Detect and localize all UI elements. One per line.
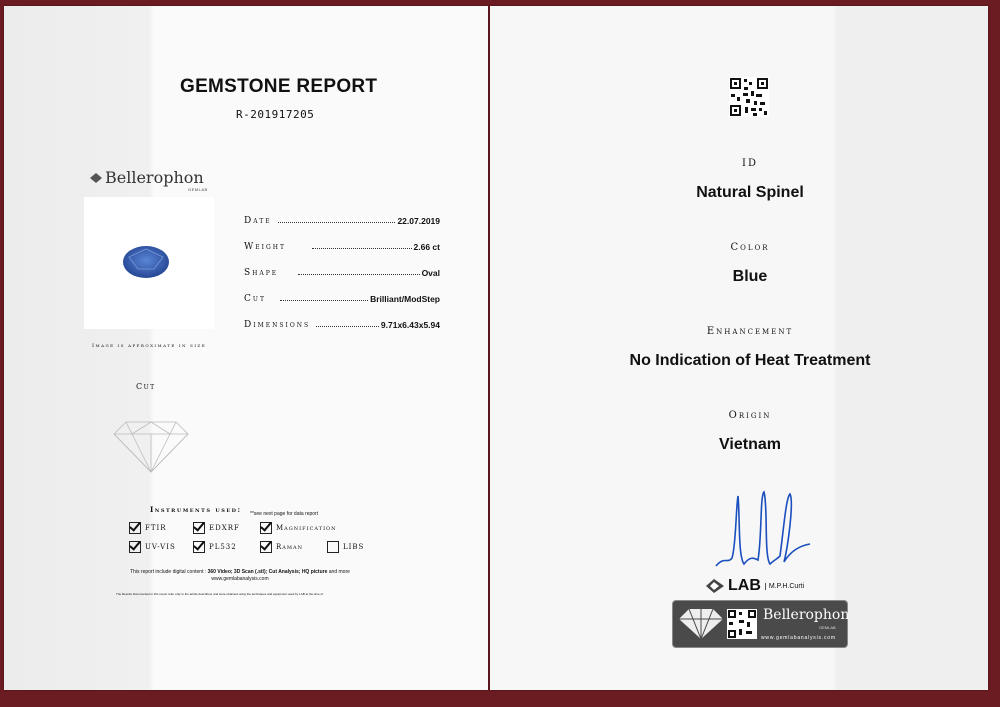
id-value: Natural Spinel [696, 184, 804, 201]
brand-logo [90, 168, 204, 187]
detail-row-weight: Weight 2.66 ct [244, 242, 440, 252]
shape-value: Oval [421, 268, 440, 278]
check-edxrf: EDXRF [193, 522, 240, 534]
brand-name: Bellerophon [105, 168, 204, 187]
checkbox-icon [193, 522, 205, 534]
detail-row-dimensions: Dimensions 9.71x6.43x5.94 [244, 320, 440, 330]
diamond-logo-icon [90, 173, 102, 183]
report-title: GEMSTONE REPORT [180, 76, 378, 97]
checkbox-icon [129, 541, 141, 553]
id-label: ID [742, 158, 758, 169]
color-value: Blue [732, 268, 768, 285]
brand-sub: GEMLAB [188, 187, 208, 192]
enhancement-label: Enhancement [706, 326, 794, 337]
enhancement-value: No Indication of Heat Treatment [629, 352, 871, 369]
badge-brand: Bellerophon [763, 607, 850, 623]
qr-code-icon [729, 77, 769, 117]
check-magnification: Magnification [260, 522, 337, 534]
weight-value: 2.66 ct [413, 242, 440, 252]
checkbox-icon [260, 541, 272, 553]
cut-heading: Cut [136, 382, 156, 391]
checkbox-icon [129, 522, 141, 534]
signer-name: M.P.H.Curti [765, 583, 804, 590]
diamond-logo-icon [706, 579, 724, 593]
checkbox-icon [193, 541, 205, 553]
right-page [490, 6, 988, 690]
check-ftir: FTIR [129, 522, 167, 534]
report-number: R-201917205 [236, 108, 315, 121]
lab-name: LAB [728, 577, 761, 594]
bellerophon-badge [672, 600, 848, 648]
footnote: The Results Documented in this report refer only to the article described, and were obtained using the techniques and equipment used by LAB at the time of [116, 592, 323, 596]
badge-sub: GEMLAB [819, 625, 836, 630]
origin-label: Origin [728, 410, 772, 421]
check-pl532: PL532 [193, 541, 237, 553]
dimensions-value: 9.71x6.43x5.94 [380, 320, 440, 330]
cut-value: Brilliant/ModStep [370, 294, 440, 304]
badge-url: www.gemlabanalysis.com [761, 635, 836, 641]
origin-value: Vietnam [719, 436, 781, 453]
detail-row-date: Date 22.07.2019 [244, 216, 440, 226]
color-label: Color [730, 242, 770, 253]
stone-photo [84, 197, 214, 329]
gemstone-image [84, 197, 214, 329]
date-value: 22.07.2019 [397, 216, 440, 226]
check-raman: Raman [260, 541, 303, 553]
instruments-heading: Instruments used: [150, 505, 242, 514]
image-caption: Image is approximate in size [92, 343, 207, 349]
diamond-pattern-icon [679, 609, 723, 639]
signature [714, 486, 814, 576]
checkbox-icon [260, 522, 272, 534]
check-uv-vis: UV-VIS [129, 541, 176, 553]
detail-row-shape: Shape Oval [244, 268, 440, 278]
checkbox-icon [327, 541, 339, 553]
detail-row-cut: Cut Brilliant/ModStep [244, 294, 440, 304]
check-libs: LIBS [327, 541, 364, 553]
digital-url: www.gemlabanalysis.com [211, 576, 269, 582]
cut-diagram-icon [112, 418, 190, 474]
badge-qr-code-icon [727, 609, 757, 639]
instruments-note: **see next page for data report [250, 511, 319, 517]
left-page [4, 6, 488, 690]
digital-content-line: This report include digital content : 360 Video; 3D Scan (.stl); Cut Analysis; HQ picture and more [130, 569, 350, 575]
lab-logo [706, 577, 804, 595]
